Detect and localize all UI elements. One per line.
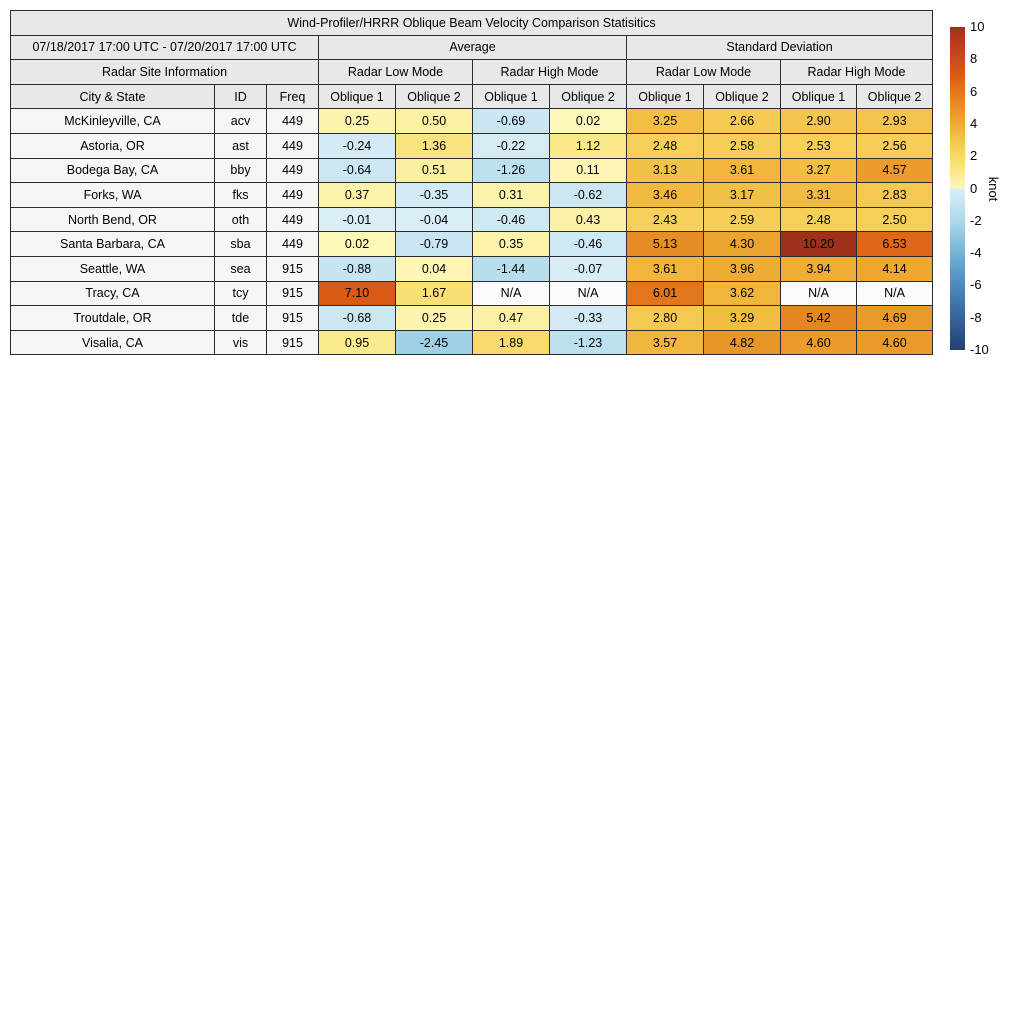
col-city-state: City & State <box>11 84 215 109</box>
col-std-low-oblique1: Oblique 1 <box>627 84 704 109</box>
value-cell: 0.37 <box>319 183 396 208</box>
value-cell: 0.95 <box>319 330 396 355</box>
value-cell: -0.79 <box>396 232 473 257</box>
colorbar-tick-label: -10 <box>970 342 989 357</box>
value-cell: 3.62 <box>704 281 781 306</box>
value-cell: 0.31 <box>473 183 550 208</box>
value-cell: -0.01 <box>319 207 396 232</box>
value-cell: N/A <box>781 281 857 306</box>
col-avg-high-oblique1: Oblique 1 <box>473 84 550 109</box>
value-cell: -0.24 <box>319 133 396 158</box>
value-cell: 2.50 <box>857 207 933 232</box>
value-cell: 4.30 <box>704 232 781 257</box>
value-cell: 3.57 <box>627 330 704 355</box>
value-cell: 6.01 <box>627 281 704 306</box>
value-cell: -0.04 <box>396 207 473 232</box>
group-avg-high-mode: Radar High Mode <box>473 60 627 85</box>
col-avg-low-oblique1: Oblique 1 <box>319 84 396 109</box>
value-cell: -2.45 <box>396 330 473 355</box>
colorbar-tick-label: 6 <box>970 83 978 99</box>
value-cell: 4.60 <box>781 330 857 355</box>
freq-cell: 915 <box>267 306 319 331</box>
colorbar-gradient <box>950 27 965 350</box>
city-cell: Visalia, CA <box>11 330 215 355</box>
value-cell: 2.66 <box>704 109 781 134</box>
value-cell: 1.36 <box>396 133 473 158</box>
city-cell: Santa Barbara, CA <box>11 232 215 257</box>
value-cell: 3.31 <box>781 183 857 208</box>
value-cell: -0.22 <box>473 133 550 158</box>
col-freq: Freq <box>267 84 319 109</box>
value-cell: N/A <box>550 281 627 306</box>
group-avg-low-mode: Radar Low Mode <box>319 60 473 85</box>
id-cell: bby <box>215 158 267 183</box>
value-cell: 4.60 <box>857 330 933 355</box>
group-row-2 <box>11 60 933 85</box>
value-cell: 0.11 <box>550 158 627 183</box>
value-cell: -1.44 <box>473 256 550 281</box>
value-cell: 5.13 <box>627 232 704 257</box>
value-cell: 3.96 <box>704 256 781 281</box>
value-cell: 2.48 <box>627 133 704 158</box>
value-cell: 3.13 <box>627 158 704 183</box>
value-cell: -1.23 <box>550 330 627 355</box>
freq-cell: 915 <box>267 330 319 355</box>
statistics-table <box>10 10 933 355</box>
freq-cell: 449 <box>267 207 319 232</box>
value-cell: 3.46 <box>627 183 704 208</box>
city-cell: McKinleyville, CA <box>11 109 215 134</box>
value-cell: -1.26 <box>473 158 550 183</box>
table-row <box>11 306 933 331</box>
value-cell: -0.07 <box>550 256 627 281</box>
value-cell: 0.47 <box>473 306 550 331</box>
value-cell: 3.61 <box>704 158 781 183</box>
value-cell: -0.88 <box>319 256 396 281</box>
value-cell: -0.68 <box>319 306 396 331</box>
value-cell: 4.57 <box>857 158 933 183</box>
id-cell: tcy <box>215 281 267 306</box>
id-cell: ast <box>215 133 267 158</box>
freq-cell: 915 <box>267 256 319 281</box>
value-cell: 2.90 <box>781 109 857 134</box>
table-row <box>11 256 933 281</box>
value-cell: 2.56 <box>857 133 933 158</box>
freq-cell: 449 <box>267 133 319 158</box>
city-cell: Astoria, OR <box>11 133 215 158</box>
city-cell: Bodega Bay, CA <box>11 158 215 183</box>
col-avg-high-oblique2: Oblique 2 <box>550 84 627 109</box>
id-cell: sea <box>215 256 267 281</box>
value-cell: 0.35 <box>473 232 550 257</box>
table-row <box>11 330 933 355</box>
table-row <box>11 281 933 306</box>
value-cell: 3.17 <box>704 183 781 208</box>
colorbar-tick-label: 10 <box>970 19 985 34</box>
id-cell: vis <box>215 330 267 355</box>
title-row <box>11 11 933 36</box>
freq-cell: 449 <box>267 158 319 183</box>
freq-cell: 915 <box>267 281 319 306</box>
group-std-high-mode: Radar High Mode <box>781 60 933 85</box>
value-cell: 6.53 <box>857 232 933 257</box>
col-std-low-oblique2: Oblique 2 <box>704 84 781 109</box>
city-cell: Tracy, CA <box>11 281 215 306</box>
value-cell: 0.51 <box>396 158 473 183</box>
column-header-row <box>11 84 933 109</box>
group-std-low-mode: Radar Low Mode <box>627 60 781 85</box>
freq-cell: 449 <box>267 232 319 257</box>
value-cell: 2.93 <box>857 109 933 134</box>
period-cell: 07/18/2017 17:00 UTC - 07/20/2017 17:00 UTC <box>11 35 319 60</box>
value-cell: 3.61 <box>627 256 704 281</box>
table-row <box>11 183 933 208</box>
group-standard-deviation: Standard Deviation <box>627 35 933 60</box>
id-cell: fks <box>215 183 267 208</box>
colorbar <box>950 19 1024 357</box>
value-cell: 4.82 <box>704 330 781 355</box>
value-cell: 4.14 <box>857 256 933 281</box>
id-cell: sba <box>215 232 267 257</box>
city-cell: Troutdale, OR <box>11 306 215 331</box>
city-cell: Seattle, WA <box>11 256 215 281</box>
value-cell: 2.83 <box>857 183 933 208</box>
value-cell: 0.25 <box>319 109 396 134</box>
colorbar-tick-label: -2 <box>970 212 982 228</box>
value-cell: -0.69 <box>473 109 550 134</box>
col-std-high-oblique1: Oblique 1 <box>781 84 857 109</box>
value-cell: -0.46 <box>473 207 550 232</box>
colorbar-tick-label: -8 <box>970 309 982 325</box>
value-cell: -0.64 <box>319 158 396 183</box>
group-average: Average <box>319 35 627 60</box>
table-row <box>11 158 933 183</box>
group-row-1 <box>11 35 933 60</box>
table-row <box>11 109 933 134</box>
table-row <box>11 232 933 257</box>
colorbar-tick-label: 4 <box>970 115 978 131</box>
value-cell: 1.12 <box>550 133 627 158</box>
value-cell: 0.25 <box>396 306 473 331</box>
value-cell: 3.25 <box>627 109 704 134</box>
colorbar-tick-label: 0 <box>970 180 978 196</box>
value-cell: 2.80 <box>627 306 704 331</box>
group-radar-site-info: Radar Site Information <box>11 60 319 85</box>
colorbar-tick-label: 2 <box>970 148 978 164</box>
value-cell: 10.20 <box>781 232 857 257</box>
value-cell: 7.10 <box>319 281 396 306</box>
freq-cell: 449 <box>267 109 319 134</box>
value-cell: -0.46 <box>550 232 627 257</box>
value-cell: 0.50 <box>396 109 473 134</box>
id-cell: oth <box>215 207 267 232</box>
id-cell: tde <box>215 306 267 331</box>
table-row <box>11 133 933 158</box>
colorbar-tick-label: -6 <box>970 277 982 293</box>
freq-cell: 449 <box>267 183 319 208</box>
value-cell: 0.43 <box>550 207 627 232</box>
value-cell: 5.42 <box>781 306 857 331</box>
value-cell: 2.53 <box>781 133 857 158</box>
value-cell: 2.59 <box>704 207 781 232</box>
value-cell: -0.33 <box>550 306 627 331</box>
city-cell: North Bend, OR <box>11 207 215 232</box>
table-row <box>11 207 933 232</box>
colorbar-unit-label: knot <box>986 176 1001 201</box>
colorbar-tick-label: 8 <box>970 51 978 67</box>
value-cell: -0.35 <box>396 183 473 208</box>
value-cell: 3.29 <box>704 306 781 331</box>
value-cell: 0.02 <box>550 109 627 134</box>
city-cell: Forks, WA <box>11 183 215 208</box>
col-avg-low-oblique2: Oblique 2 <box>396 84 473 109</box>
value-cell: 1.67 <box>396 281 473 306</box>
value-cell: 2.48 <box>781 207 857 232</box>
value-cell: 0.04 <box>396 256 473 281</box>
value-cell: 3.94 <box>781 256 857 281</box>
value-cell: 2.58 <box>704 133 781 158</box>
value-cell: N/A <box>473 281 550 306</box>
value-cell: 3.27 <box>781 158 857 183</box>
value-cell: -0.62 <box>550 183 627 208</box>
col-id: ID <box>215 84 267 109</box>
value-cell: 0.02 <box>319 232 396 257</box>
col-std-high-oblique2: Oblique 2 <box>857 84 933 109</box>
value-cell: 4.69 <box>857 306 933 331</box>
colorbar-tick-label: -4 <box>970 245 982 261</box>
value-cell: 2.43 <box>627 207 704 232</box>
table-title: Wind-Profiler/HRRR Oblique Beam Velocity Comparison Statisitics <box>11 11 933 36</box>
id-cell: acv <box>215 109 267 134</box>
value-cell: 1.89 <box>473 330 550 355</box>
value-cell: N/A <box>857 281 933 306</box>
